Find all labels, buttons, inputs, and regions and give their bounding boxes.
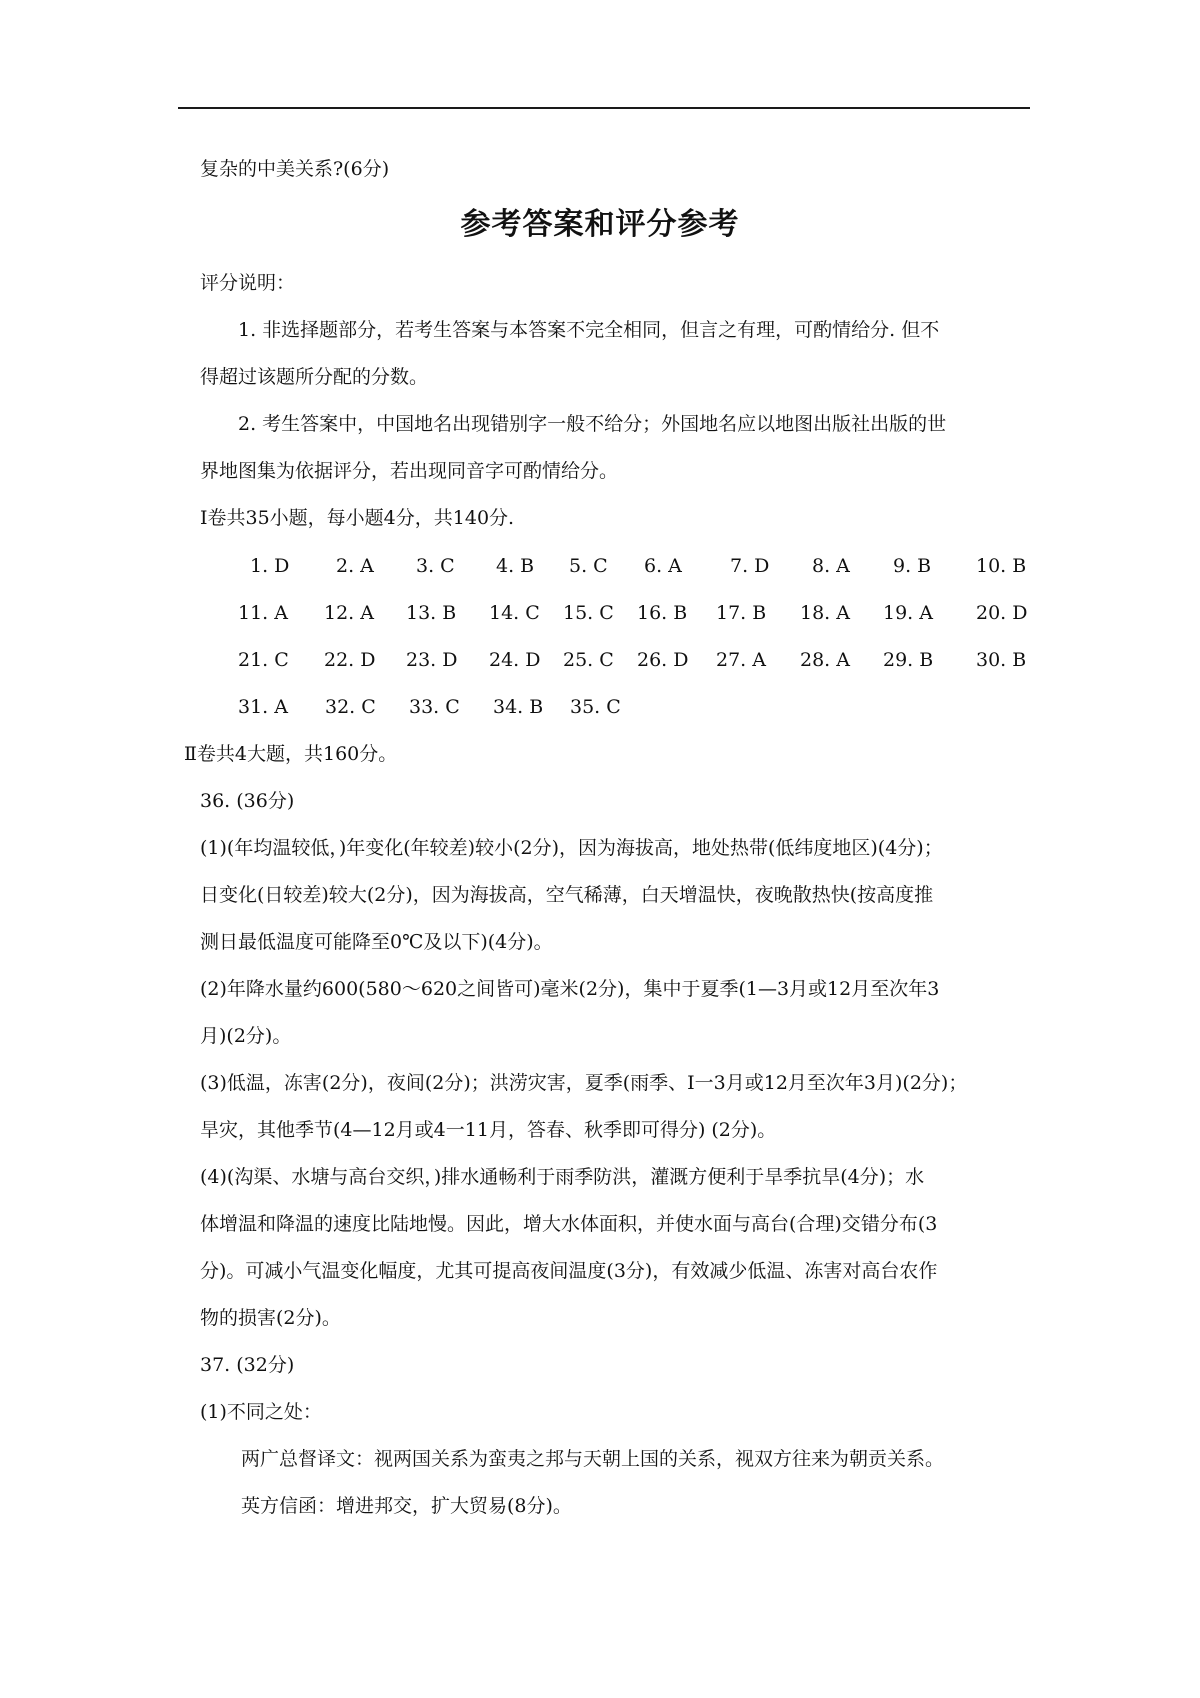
answer-item: 28. A (800, 649, 850, 671)
answer-item: 12. A (324, 602, 374, 624)
answer-item: 13. B (406, 602, 457, 624)
answer-item: 29. B (883, 649, 934, 671)
header-rule (178, 107, 1030, 109)
part2-header: Ⅱ卷共4大题，共160分。 (184, 743, 398, 765)
scoring-notes-heading: 评分说明： (200, 272, 296, 294)
answer-item: 27. A (716, 649, 766, 671)
note1-line2: 得超过该题所分配的分数。 (200, 366, 429, 388)
page-title: 参考答案和评分参考 (460, 207, 740, 242)
q36-p2-line1: (2)年降水量约600(580～620之间皆可)毫米(2分)，集中于夏季(1—3月或12月至次年3 (200, 978, 940, 1000)
part1-header: Ⅰ卷共35小题，每小题4分，共140分. (200, 507, 515, 529)
answer-item: 31. A (238, 696, 288, 718)
note2-line2: 界地图集为依据评分，若出现同音字可酌情给分。 (200, 460, 619, 482)
answer-item: 10. B (976, 555, 1027, 577)
q36-header: 36. (36分) (200, 790, 295, 812)
answer-item: 24. D (489, 649, 541, 671)
answer-item: 14. C (489, 602, 540, 624)
answer-item: 30. B (976, 649, 1027, 671)
answer-item: 9. B (893, 555, 932, 577)
answer-item: 33. C (409, 696, 460, 718)
answer-item: 34. B (493, 696, 544, 718)
q36-p3-line2: 旱灾，其他季节(4—12月或4一11月，答春、秋季即可得分) (2分)。 (200, 1119, 777, 1141)
q36-p1-line3: 测日最低温度可能降至0℃及以下)(4分)。 (200, 931, 553, 953)
q36-p4-line1: (4)(沟渠、水塘与高台交织，)排水通畅利于雨季防洪，灌溉方便利于旱季抗旱(4分)；水 (200, 1166, 925, 1188)
answer-item: 8. A (812, 555, 850, 577)
answer-item: 17. B (716, 602, 767, 624)
answer-item: 22. D (324, 649, 376, 671)
answer-item: 2. A (336, 555, 374, 577)
q36-p3-line1: (3)低温，冻害(2分)，夜间(2分)；洪涝灾害，夏季(雨季、I一3月或12月至次年3月)(2分)； (200, 1072, 968, 1094)
q37-header: 37. (32分) (200, 1354, 295, 1376)
answer-row (238, 649, 1038, 673)
q36-p2-line2: 月)(2分)。 (200, 1025, 292, 1047)
note2-line1: 2. 考生答案中，中国地名出现错别字一般不给分；外国地名应以地图出版社出版的世 (238, 413, 947, 435)
answer-item: 1. D (250, 555, 290, 577)
answer-row (238, 696, 1038, 720)
answer-item: 23. D (406, 649, 458, 671)
answer-item: 18. A (800, 602, 850, 624)
answer-item: 25. C (563, 649, 614, 671)
answer-item: 20. D (976, 602, 1028, 624)
answer-item: 16. B (637, 602, 688, 624)
q36-p4-line2: 体增温和降温的速度比陆地慢。因此，增大水体面积，并使水面与高台(合理)交错分布(3 (200, 1213, 938, 1235)
note1-line1: 1. 非选择题部分，若考生答案与本答案不完全相同，但言之有理，可酌情给分. 但不 (238, 319, 940, 341)
answer-item: 32. C (325, 696, 376, 718)
answer-item: 26. D (637, 649, 689, 671)
answer-item: 19. A (883, 602, 933, 624)
answer-item: 6. A (644, 555, 682, 577)
q36-p4-line3: 分)。可减小气温变化幅度，尤其可提高夜间温度(3分)，有效减少低温、冻害对高台农作 (200, 1260, 938, 1282)
answer-item: 4. B (496, 555, 535, 577)
answer-item: 21. C (238, 649, 289, 671)
q37-p1-line2: 英方信函：增进邦交，扩大贸易(8分)。 (241, 1495, 572, 1517)
answer-item: 3. C (416, 555, 455, 577)
answer-row (238, 555, 1038, 579)
q36-p4-line4: 物的损害(2分)。 (200, 1307, 341, 1329)
answer-item: 11. A (238, 602, 288, 624)
answer-item: 5. C (569, 555, 608, 577)
intro-line: 复杂的中美关系?(6分) (200, 158, 390, 180)
q37-p1-header: (1)不同之处： (200, 1401, 322, 1423)
answer-item: 35. C (570, 696, 621, 718)
answer-row (238, 602, 1038, 626)
q36-p1-line2: 日变化(日较差)较大(2分)，因为海拔高，空气稀薄，白天增温快，夜晚散热快(按高度推 (200, 884, 934, 906)
q37-p1-line1: 两广总督译文：视两国关系为蛮夷之邦与天朝上国的关系，视双方往来为朝贡关系。 (241, 1448, 945, 1470)
q36-p1-line1: (1)(年均温较低，)年变化(年较差)较小(2分)，因为海拔高，地处热带(低纬度地区)(4分)； (200, 837, 943, 859)
answer-item: 15. C (563, 602, 614, 624)
answer-item: 7. D (730, 555, 770, 577)
